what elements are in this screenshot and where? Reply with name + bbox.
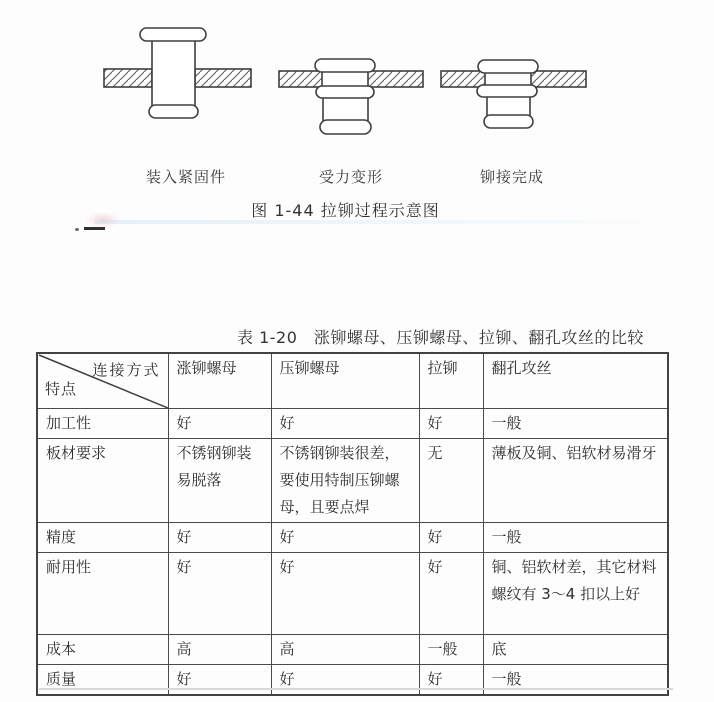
row-label: 精度	[37, 522, 168, 552]
table-cell: 好	[168, 408, 271, 438]
table-cell: 好	[271, 552, 419, 634]
row-label: 质量	[37, 664, 168, 695]
row-label: 成本	[37, 634, 168, 664]
table-header-row	[37, 353, 668, 408]
figure-step-label-deform: 受力变形	[318, 168, 383, 186]
table-cell: 好	[419, 552, 483, 634]
table-cell: 不锈钢铆装很差，要使用特制压铆螺母，且要点焊	[271, 438, 419, 522]
table-cell: 好	[168, 552, 271, 634]
table-cell: 一般	[483, 522, 668, 552]
rivet-diagram-complete	[441, 60, 586, 128]
scan-dot	[75, 228, 79, 231]
table-title: 表 1-20 涨铆螺母、压铆螺母、拉铆、翻孔攻丝的比较	[237, 328, 644, 347]
column-header: 翻孔攻丝	[483, 353, 668, 408]
table-cell: 不锈钢铆装易脱落	[168, 438, 271, 522]
row-label: 加工性	[37, 408, 168, 438]
row-label: 板材要求	[37, 438, 168, 522]
table-cell: 底	[483, 634, 668, 664]
table-cell: 一般	[483, 408, 668, 438]
table-cell: 一般	[483, 664, 668, 695]
table-row	[37, 552, 668, 634]
table-cell: 一般	[419, 634, 483, 664]
table-cell: 铜、铝软材差，其它材料螺纹有 3～4 扣以上好	[483, 552, 668, 634]
table-cell: 好	[168, 522, 271, 552]
table-row	[37, 522, 668, 552]
table-cell: 好	[271, 664, 419, 695]
table-cell: 好	[419, 664, 483, 695]
table-cell: 高	[168, 634, 271, 664]
figure-step-label-complete: 铆接完成	[479, 168, 544, 186]
figure-caption: 图 1-44 拉铆过程示意图	[251, 201, 440, 220]
corner-label-connection-method: 连接方式	[92, 361, 161, 379]
column-header: 压铆螺母	[271, 353, 419, 408]
table-cell: 薄板及铜、铝软材易滑牙	[483, 438, 668, 522]
table-corner-cell	[37, 353, 168, 408]
rivet-diagram-deform	[279, 59, 423, 134]
table-cell: 无	[419, 438, 483, 522]
corner-label-feature: 特点	[45, 379, 78, 398]
table-cell: 好	[271, 408, 419, 438]
table-cell: 好	[168, 664, 271, 695]
table-row	[37, 438, 668, 522]
column-header: 拉铆	[419, 353, 483, 408]
table-row	[37, 634, 668, 664]
rivet-process-figure	[0, 0, 714, 230]
table-cell: 好	[419, 408, 483, 438]
column-header: 涨铆螺母	[168, 353, 271, 408]
rivet-diagram-insert	[104, 28, 251, 118]
comparison-table	[36, 352, 669, 696]
row-label: 耐用性	[37, 552, 168, 634]
scan-dash	[84, 227, 105, 230]
table-row	[37, 408, 668, 438]
table-cell: 高	[271, 634, 419, 664]
table-cell: 好	[419, 522, 483, 552]
figure-step-label-insert: 装入紧固件	[145, 168, 226, 186]
table-bottom-shadow	[39, 688, 673, 690]
table-cell: 好	[271, 522, 419, 552]
scan-streak	[95, 220, 640, 224]
